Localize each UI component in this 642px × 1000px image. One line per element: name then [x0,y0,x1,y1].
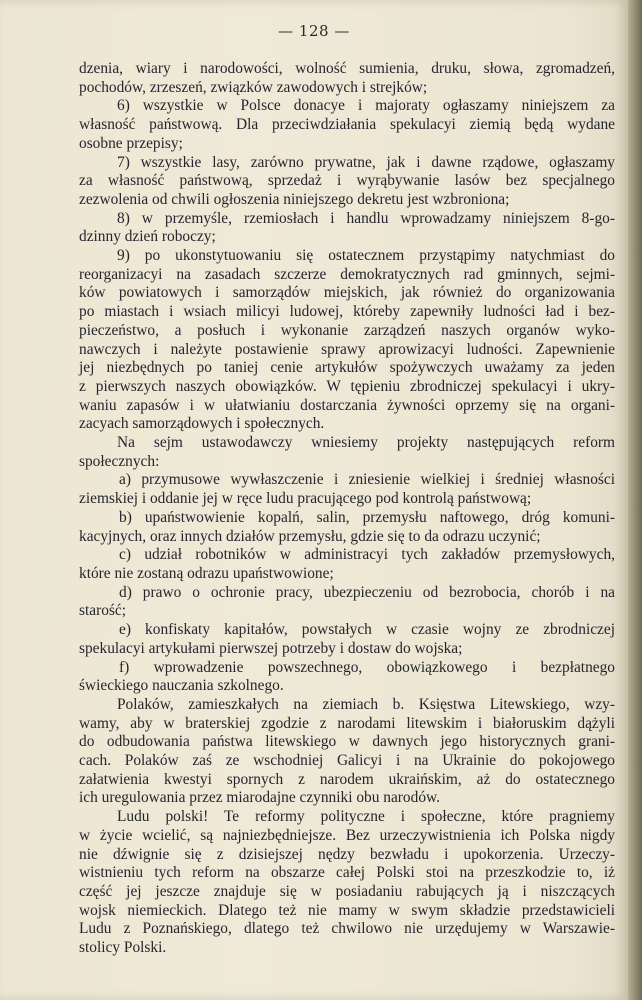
text-line: z pierwszych naszych obowiązków. W tępieniu zbrodniczej spekulacyi i ukry- [79,377,615,395]
text-line: ich uregulowania przez miarodajne czynniki obu narodów. [79,789,440,807]
text-line: zezwolenia od chwili ogłoszenia niniejszego dekretu jest wzbroniona; [79,190,510,208]
text-line: część jej jeszcze znajduje się w posiadaniu rabujących ją i niszczących [79,882,615,900]
text-line: starość; [79,602,127,620]
text-line: po miastach i wsiach milicyi ludowej, któreby zapewniły ludności ład i bez- [79,303,615,321]
text-line: Ludu z Poznańskiego, dlatego też chwilowo nie urzędujemy w Warszawie- [79,920,615,938]
text-line: wistnieniu tych reform na obszarze całej Polski stoi na przeszkodzie to, iż [79,864,615,882]
text-line: 9) po ukonstytuowaniu się ostatecznem przystąpimy natychmiast do [117,247,615,265]
text-line: waniu zapasów i w ułatwianiu dostarczania żywności oprzemy się na organi- [79,396,615,414]
text-line: stolicy Polski. [79,939,167,957]
text-line: 8) w przemyśle, rzemiosłach i handlu wprowadzamy niniejszem 8-go- [117,209,615,227]
text-line: za własność państwową, sprzedaż i wyrąbywanie lasów bez specjalnego [79,172,615,190]
text-line: f) wprowadzenie powszechnego, obowiązkowego i bezpłatnego [119,658,615,676]
text-line: cach. Polaków zaś ze wschodniej Galicyi i na Ukrainie do pokojowego [79,752,615,770]
text-line: świeckiego nauczania szkolnego. [79,677,284,695]
text-line: 6) wszystkie w Polsce donacye i majoraty ogłaszamy niniejszem za [117,97,615,115]
text-line: wojsk niemieckich. Dlatego też nie mamy w swym składzie przedstawicieli [79,901,615,919]
text-line: e) konfiskaty kapitałów, powstałych w czasie wojny ze zbrodniczej [119,621,615,639]
text-line: wamy, aby w braterskiej zgodzie z narodami litewskim i białoruskim dążyli [79,714,615,732]
text-line: ków powiatowych i samorządów miejskich, jak również do organizowania [79,284,615,302]
text-line: ziemskiej i oddanie jej w ręce ludu pracującego pod kontrolą państwową; [79,490,532,508]
text-line: nawczych i należyte postawienie sprawy aprowizacyi ludności. Zapewnienie [79,340,615,358]
text-line: pieczeństwo, a posłuch i wykonanie zarządzeń naszych organów wyko- [79,321,615,339]
text-line: dzinny dzień roboczy; [79,228,216,246]
text-line: c) udział robotników w administracyi tych zakładów przemysłowych, [119,546,615,564]
text-line: do odbudowania państwa litewskiego w dawnych jego historycznych grani- [79,733,615,751]
text-line: 7) wszystkie lasy, zarówno prywatne, jak i dawne rządowe, ogłaszamy [117,153,615,171]
text-line: zacyach samorządowych i społecznych. [79,415,325,433]
text-line: dzenia, wiary i narodowości, wolność sumienia, druku, słowa, zgromadzeń, [79,60,615,77]
text-line: jej niezbędnych po taniej cenie artykułów spożywczych uważamy za jeden [79,359,615,377]
text-line: a) przymusowe wywłaszczenie i zniesienie wielkiej i średniej własności [119,471,615,489]
text-line: załatwienia kwestyi spornych z narodem ukraińskim, aż do ostatecznego [79,770,615,788]
text-line: reorganizacyi na zasadach szczerze demokratycznych rad gminnych, sejmi- [79,265,615,283]
text-line: społecznych: [79,452,160,470]
text-line: które nie zostaną odrazu upaństwowione; [79,564,334,582]
text-line: w życie wcielić, są najniezbędniejsze. Bez urzeczywistnienia ich Polska nigdy [79,826,615,844]
page-edge [628,0,642,1000]
body-text [79,60,615,958]
text-line: osobne przepisy; [79,134,183,152]
text-line: Na sejm ustawodawczy wniesiemy projekty następujących reform [117,434,615,452]
page-number: — 128 — [278,22,350,40]
text-line: spekulacyi artykułami pierwszej potrzeby i dostaw do wojska; [79,639,463,657]
text-line: d) prawo o ochronie pracy, ubezpieczeniu od bezrobocia, chorób i na [119,583,615,601]
text-line: b) upaństwowienie kopalń, salin, przemysłu naftowego, dróg komuni- [119,508,615,526]
text-line: Polaków, zamieszkałych na ziemiach b. Księstwa Litewskiego, wzy- [117,695,615,713]
text-line: kacyjnych, oraz innych działów przemysłu, gdzie się to da odrazu uczynić; [79,527,541,545]
text-line: Ludu polski! Te reformy polityczne i społeczne, które pragniemy [117,808,615,826]
text-line: pochodów, zrzeszeń, związków zawodowych i strejków; [79,78,428,96]
text-line: nie dźwignie się z dzisiejszej nędzy bezwładu i upokorzenia. Urzeczy- [79,845,615,863]
text-line: własność państwową. Dla przeciwdziałania spekulacyi ziemią będą wydane [79,116,615,134]
